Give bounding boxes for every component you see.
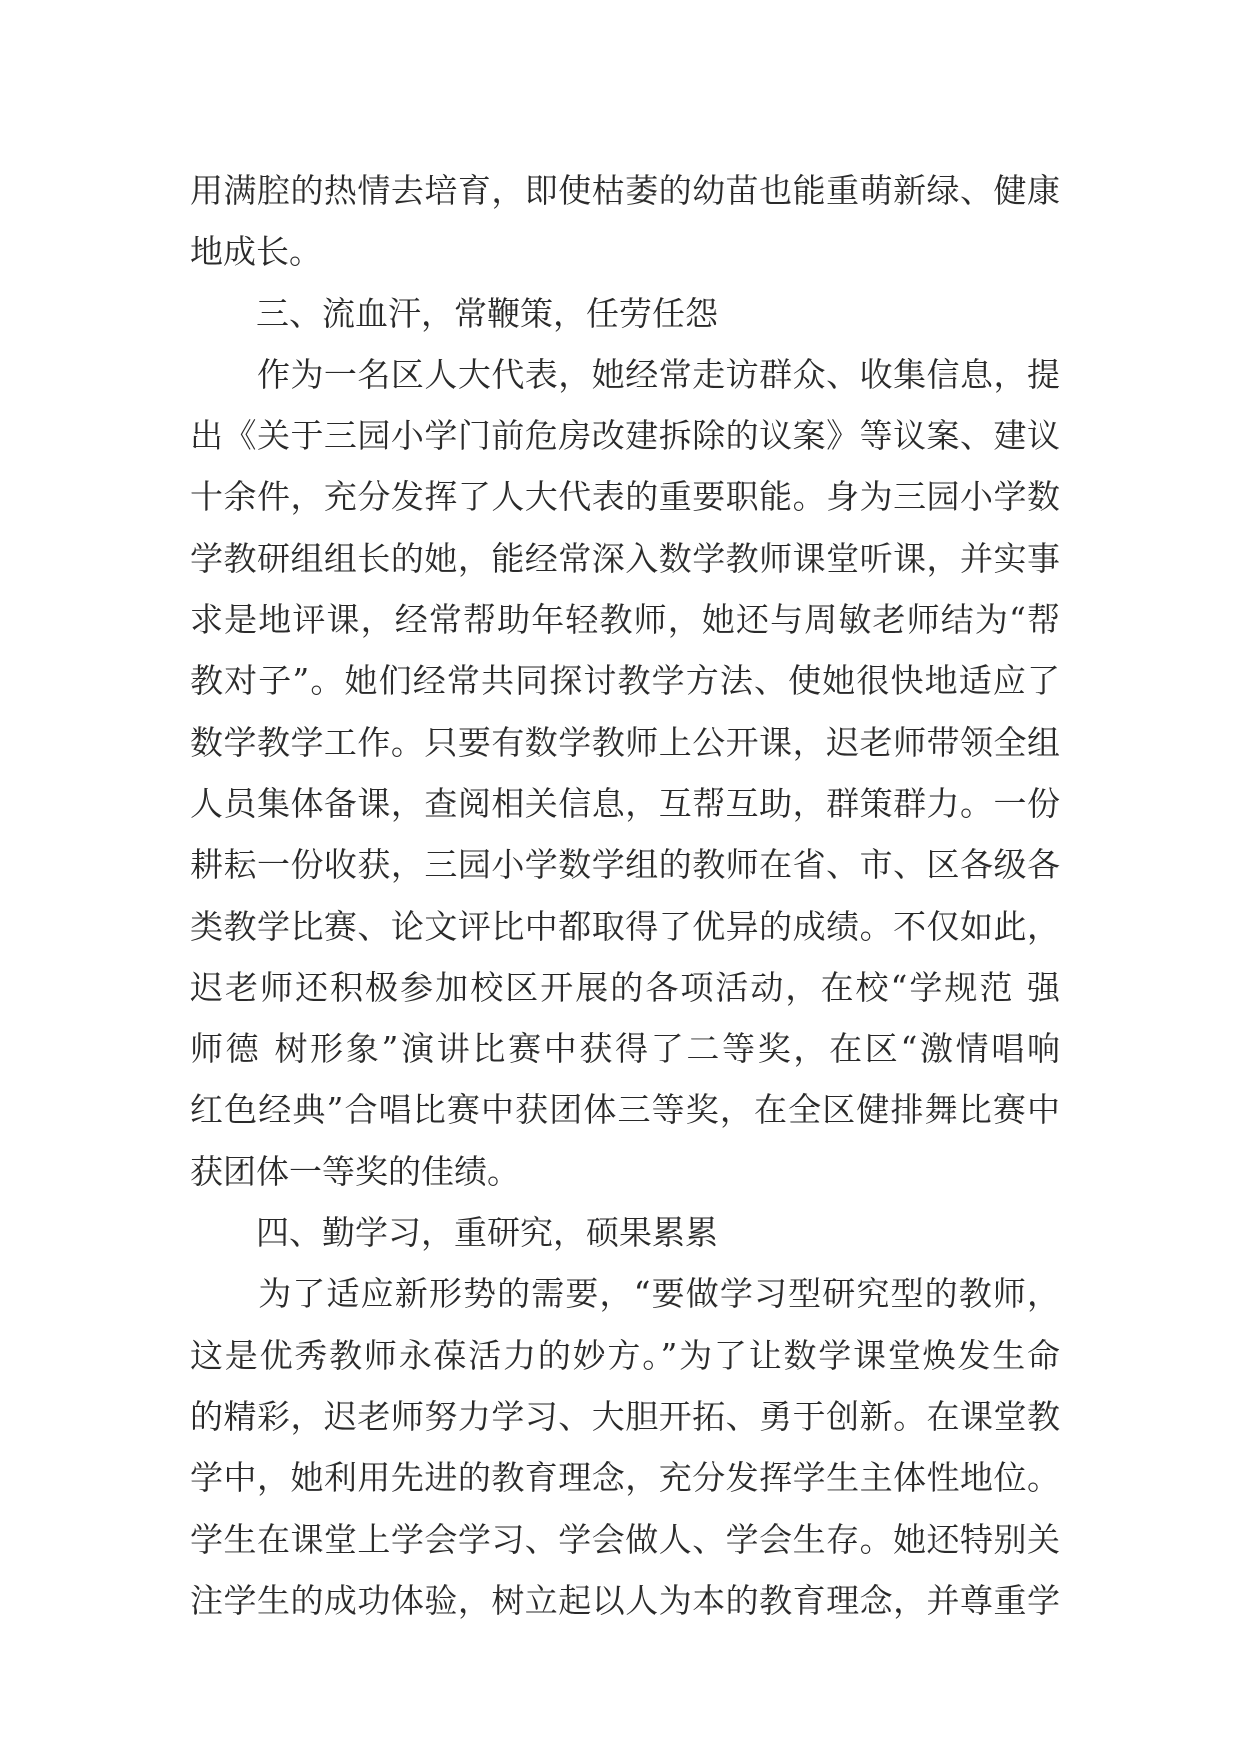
text-line: 注学生的成功体验，树立起以人为本的教育理念，并尊重学 [190, 1580, 1060, 1620]
text-line: 地成长。 [190, 232, 322, 272]
text-line: 求是地评课，经常帮助年轻教师，她还与周敏老师结为“帮 [190, 600, 1060, 640]
text-line: 出《关于三园小学门前危房改建拆除的议案》等议案、建议 [190, 416, 1060, 456]
text-line: 耕耘一份收获，三园小学数学组的教师在省、市、区各级各 [190, 845, 1060, 885]
text-line: 用满腔的热情去培育，即使枯萎的幼苗也能重萌新绿、健康 [190, 171, 1060, 210]
text-line: 为了适应新形势的需要，“要做学习型研究型的教师， [190, 1274, 1060, 1314]
text-line: 作为一名区人大代表，她经常走访群众、收集信息，提 [190, 354, 1060, 394]
text-line: 的精彩，迟老师努力学习、大胆开拓、勇于创新。在课堂教 [190, 1396, 1060, 1436]
section-heading-3: 三、流血汗，常鞭策，任劳任怨 [190, 293, 718, 333]
text-line: 迟老师还积极参加校区开展的各项活动，在校“学规范 强 [190, 967, 1060, 1007]
section-heading-4: 四、勤学习，重研究，硕果累累 [190, 1213, 718, 1253]
text-line: 学中，她利用先进的教育理念，充分发挥学生主体性地位。 [190, 1458, 1060, 1498]
text-line: 红色经典”合唱比赛中获团体三等奖，在全区健排舞比赛中 [190, 1090, 1060, 1130]
text-line: 人员集体备课，查阅相关信息，互帮互助，群策群力。一份 [190, 783, 1060, 823]
document-body [190, 160, 1060, 1631]
text-line: 这是优秀教师永葆活力的妙方。”为了让数学课堂焕发生命 [190, 1335, 1060, 1375]
text-line: 十余件，充分发挥了人大代表的重要职能。身为三园小学数 [190, 477, 1060, 517]
text-line: 类教学比赛、论文评比中都取得了优异的成绩。不仅如此， [190, 906, 1060, 946]
text-line: 学生在课堂上学会学习、学会做人、学会生存。她还特别关 [190, 1519, 1060, 1559]
text-line: 师德 树形象”演讲比赛中获得了二等奖，在区“激情唱响 [190, 1029, 1060, 1069]
text-line: 获团体一等奖的佳绩。 [190, 1151, 520, 1191]
text-line: 教对子”。她们经常共同探讨教学方法、使她很快地适应了 [190, 661, 1060, 701]
text-line: 学教研组组长的她，能经常深入数学教师课堂听课，并实事 [190, 538, 1060, 578]
text-line: 数学教学工作。只要有数学教师上公开课，迟老师带领全组 [190, 722, 1060, 762]
